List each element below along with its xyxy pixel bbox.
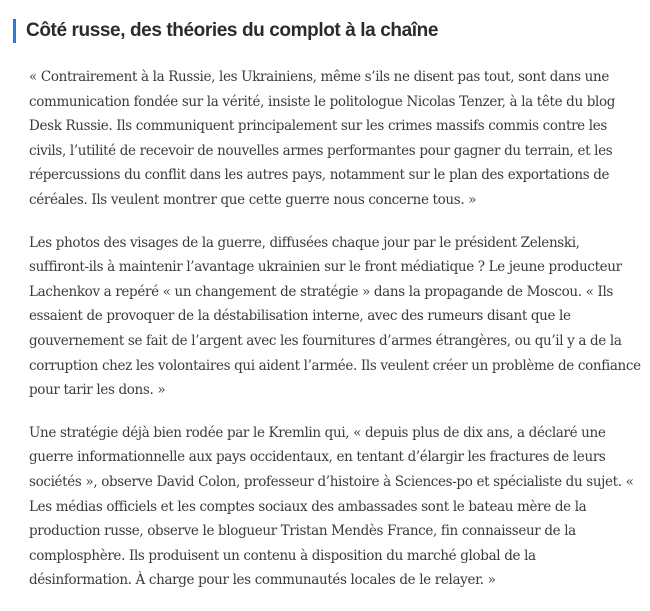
paragraph-kremlin-strategy: Une stratégie déjà bien rodée par le Kremlin qui, « depuis plus de dix ans, a déclaré une guerre informationnelle aux pays occidentaux, en tentant d’élargir les fractures de leurs sociétés », observe David Colon, professeur d’histoire à Sciences-po et spécialiste du sujet. « Les médias officiels et les comptes sociaux des ambassades sont le bateau mère de la production russe, observe le blogueur Tristan Mendès France, fin connaisseur de la complosphère. Ils produisent un contenu à disposition du marché global de la désinformation. À charge pour les communautés locales de le relayer. » <box>29 424 634 589</box>
paragraph-zelenski-photos: Les photos des visages de la guerre, diffusées chaque jour par le président Zelenski, suffiront-ils à maintenir l’avantage ukrainien sur le front médiatique ? Le jeune producteur Lachenkov a repéré « un changement de stratégie » dans la propagande de Moscou. « Ils essaient de provoquer de la déstabilisation interne, avec des rumeurs disant que le gouvernement se fait de l’argent avec les fournitures d’armes étrangères, ou qu’il y a de la corruption chez les volontaires qui aident l’armée. Ils veulent créer un problème de confiance pour tarir les dons. » <box>29 234 641 399</box>
section-heading-row <box>13 17 438 45</box>
heading-accent-bar <box>13 19 16 43</box>
section-heading: Côté russe, des théories du complot à la chaîne <box>26 20 438 41</box>
paragraph-tenzer-quote: « Contrairement à la Russie, les Ukrainiens, même s’ils ne disent pas tout, sont dans une communication fondée sur la vérité, insiste le politologue Nicolas Tenzer, à la tête du blog Desk Russie. Ils communiquent principalement sur les crimes massifs commis contre les civils, l’utilité de recevoir de nouvelles armes performantes pour gagner du terrain, et les répercussions du conflit dans les autres pays, notamment sur le plan des exportations de céréales. Ils veulent montrer que cette guerre nous concerne tous. » <box>29 69 616 208</box>
article-body <box>29 65 641 611</box>
